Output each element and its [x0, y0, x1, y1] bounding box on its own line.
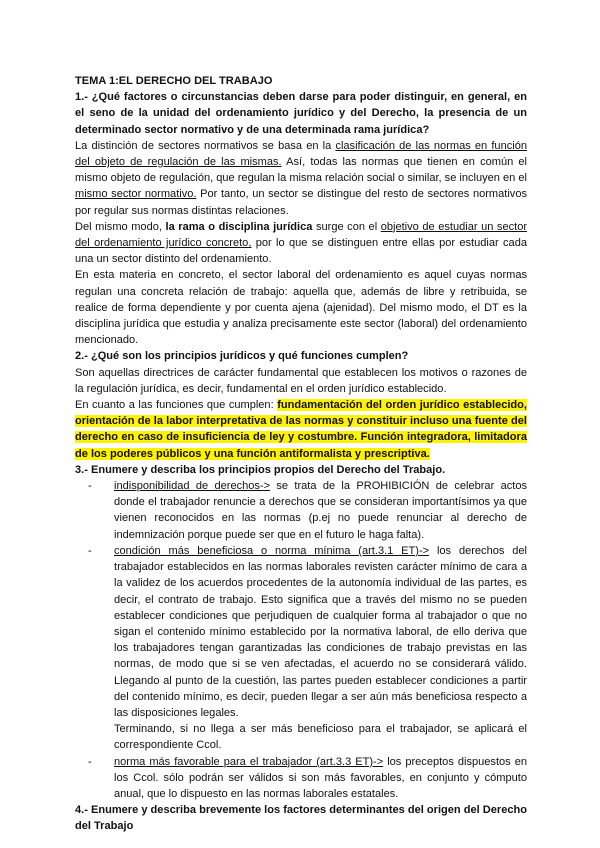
- list-dash: -: [88, 544, 92, 557]
- principles-list: [75, 478, 527, 802]
- list-item: - condición más beneficiosa o norma mínima (art.3.1 ET)-> los derechos del trabajador establecidos en las normas laborales revisten carácter mínimo de cara a la validez de los acuerdos procedentes de la autonomía individual de las partes, es decir, el contrato de trabajo. Esto significa que a través del mismo no se pueden establecer condiciones que perjudiquen de cualquier forma al trabajador o que no sigan el contenido mínimo establecido por la normativa laboral, de ello deriva que los trabajadores tengan garantizadas las condiciones de trabajo previstas en las normas, de modo que si se ven afectadas, el acuerdo no se considerará válido. Llegando al punto de la cuestión, las partes pueden establecer condiciones a partir del contenido mínimo, es decir, pueden llegar a ser aún más beneficiosa respecto a las disposiciones legales. Terminando, si no llega a ser más beneficioso para el trabajador, se aplicará el correspondiente Ccol.: [88, 543, 527, 754]
- question-2-heading: 2.- ¿Qué son los principios jurídicos y qué funciones cumplen?: [75, 350, 409, 363]
- question-1-heading: 1.- ¿Qué factores o circunstancias deben darse para poder distinguir, en general, en el seno de la unidad del ordenamiento jurídico y del Derecho, la presencia de un determinado sector normativo y de una determinada rama jurídica?: [75, 91, 527, 136]
- list-item: - indisponibilidad de derechos-> se trata de la PROHIBICIÓN de celebrar actos donde el trabajador renuncie a derechos que se consideran importantísimos ya que vienen reconocidos en las normas (p.ej no puede renunciar al derecho de indemnización porque puede ser que en el futuro le haga falta).: [88, 480, 527, 541]
- q1-paragraph-1: La distinción de sectores normativos se basa en la clasificación de las normas en función del objeto de regulación de las mismas. Así, todas las normas que tienen en común el mismo objeto de regulación, que regulan la misma relación social o similar, se incluyen en el mismo sector normativo. Por tanto, un sector se distingue del resto de sectores normativos por regular sus normas distintas relaciones.: [75, 139, 527, 217]
- list-item: - norma más favorable para el trabajador (art.3.3 ET)-> los preceptos dispuestos en los Ccol. sólo podrán ser válidos si son más favorables, en conjunto y cómputo anual, que lo dispuesto en las normas laborales estatales.: [88, 755, 528, 800]
- question-4-heading: 4.- Enumere y describa brevemente los factores determinantes del origen del Derecho del Trabajo: [75, 804, 527, 833]
- q2-paragraph-2: En cuanto a las funciones que cumplen: fundamentación del orden jurídico establecido, orientación de la labor interpretativa de las normas y constituir incluso una fuente del derecho en caso de insuficiencia de ley y costumbre. Función integradora, limitadora de los poderes públicos y una función antiformalista y prescriptiva.: [75, 399, 527, 460]
- list-item-continuation: Terminando, si no llega a ser más beneficioso para el trabajador, se aplicará el correspondiente Ccol.: [114, 723, 527, 752]
- q1-paragraph-2: Del mismo modo, la rama o disciplina jurídica surge con el objetivo de estudiar un sector del ordenamiento jurídico concreto, por lo que se distinguen entre ellas por estudiar cada una un sector distinto del ordenamiento.: [75, 220, 528, 266]
- highlighted-functions: fundamentación del orden jurídico establecido, orientación de la labor interpretativa de las normas y constituir incluso una fuente del derecho en caso de insuficiencia de ley y costumbre. Función integradora, limitadora de los poderes públicos y una función antiformalista y prescriptiva.: [75, 399, 527, 460]
- question-3-heading: 3.- Enumere y describa los principios propios del Derecho del Trabajo.: [75, 463, 446, 476]
- list-dash: -: [88, 755, 92, 768]
- document-body: [75, 73, 527, 835]
- q2-paragraph-1: Son aquellas directrices de carácter fundamental que establecen los motivos o razones de la regulación jurídica, es decir, fundamental en el orden jurídico establecido.: [75, 366, 527, 395]
- document-title: TEMA 1:EL DERECHO DEL TRABAJO: [75, 75, 273, 87]
- list-dash: -: [88, 480, 92, 493]
- q1-paragraph-3: En esta materia en concreto, el sector laboral del ordenamiento es aquel cuyas normas regulan una concreta relación de trabajo: aquella que, además de libre y retribuida, se realice de forma dependiente y por cuenta ajena (ajenidad). Del mismo modo, el DT es la disciplina jurídica que estudia y analiza precisamente este sector (laboral) del ordenamiento mencionado.: [75, 269, 527, 347]
